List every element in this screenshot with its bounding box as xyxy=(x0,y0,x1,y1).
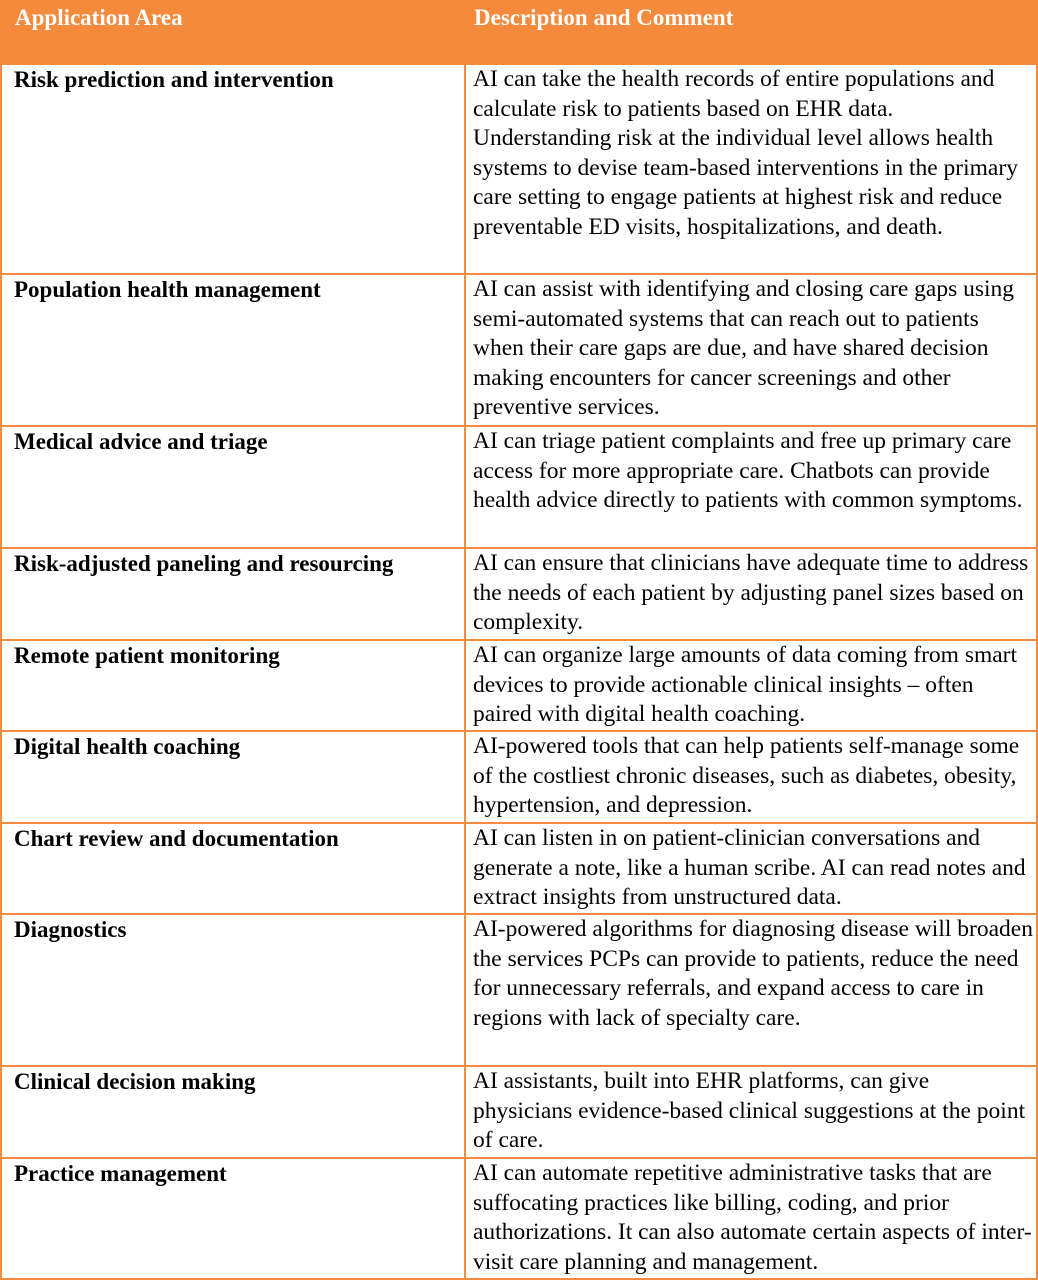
row-area: Practice management xyxy=(14,1161,227,1186)
table-row xyxy=(2,639,1036,730)
column-divider xyxy=(464,732,466,822)
table-row xyxy=(2,425,1036,547)
row-description: AI can listen in on patient-clinician conversations and generate a note, like a human scribe. AI can read notes and extract insights from unstructured data. xyxy=(473,825,1026,911)
header-application-area: Application Area xyxy=(15,5,183,30)
row-area: Clinical decision making xyxy=(14,1069,256,1094)
row-description: AI can ensure that clinicians have adequate time to address the needs of each patient by adjusting panel sizes based on complexity. xyxy=(473,550,1029,636)
table-row xyxy=(2,1157,1036,1278)
column-divider xyxy=(464,1159,466,1278)
row-area: Digital health coaching xyxy=(14,734,241,759)
column-divider xyxy=(464,275,466,425)
row-description: AI can assist with identifying and closing care gaps using semi-automated systems that can reach out to patients when their care gaps are due, and have shared decision making encounters for cancer screenings and other preventive services. xyxy=(473,276,1015,421)
table-row xyxy=(2,1065,1036,1157)
header-description: Description and Comment xyxy=(474,5,734,30)
column-divider xyxy=(464,915,466,1065)
row-description: AI-powered algorithms for diagnosing disease will broaden the services PCPs can provide to patients, reduce the need for unnecessary referrals, and expand access to care in regions with lack of specialty care. xyxy=(473,916,1033,1031)
table-row xyxy=(2,547,1036,639)
column-divider xyxy=(464,427,466,547)
table-row xyxy=(2,273,1036,425)
table-row xyxy=(2,730,1036,822)
table-row xyxy=(2,63,1036,273)
row-description: AI can triage patient complaints and free up primary care access for more appropriate care. Chatbots can provide health advice directly to patients with common symptoms. xyxy=(473,428,1023,514)
column-divider xyxy=(464,641,466,730)
table-row xyxy=(2,822,1036,913)
column-divider xyxy=(464,1067,466,1157)
column-divider xyxy=(464,65,466,273)
table-row xyxy=(2,913,1036,1065)
row-area: Risk-adjusted paneling and resourcing xyxy=(14,551,394,576)
column-divider xyxy=(464,549,466,639)
row-area: Remote patient monitoring xyxy=(14,643,280,668)
row-area: Chart review and documentation xyxy=(14,826,339,851)
column-divider xyxy=(464,824,466,913)
table-header xyxy=(2,0,1038,63)
row-description: AI can take the health records of entire populations and calculate risk to patients based on EHR data. Understanding risk at the individual level allows health systems to devise team-based interventions in the primary care setting to engage patients at highest risk and reduce preventable ED visits, hospitalizations, and death. xyxy=(473,66,1018,240)
row-description: AI-powered tools that can help patients self-manage some of the costliest chronic diseases, such as diabetes, obesity, hypertension, and depression. xyxy=(473,733,1020,819)
row-area: Medical advice and triage xyxy=(14,429,268,454)
row-description: AI can automate repetitive administrative tasks that are suffocating practices like billing, coding, and prior authorizations. It can also automate certain aspects of inter-visit care planning and management. xyxy=(473,1160,1032,1275)
row-description: AI assistants, built into EHR platforms, can give physicians evidence-based clinical suggestions at the point of care. xyxy=(473,1068,1026,1154)
row-area: Population health management xyxy=(14,277,321,302)
row-description: AI can organize large amounts of data coming from smart devices to provide actionable clinical insights – often paired with digital health coaching. xyxy=(473,642,1018,728)
row-area: Diagnostics xyxy=(14,917,127,942)
row-area: Risk prediction and intervention xyxy=(14,67,334,92)
